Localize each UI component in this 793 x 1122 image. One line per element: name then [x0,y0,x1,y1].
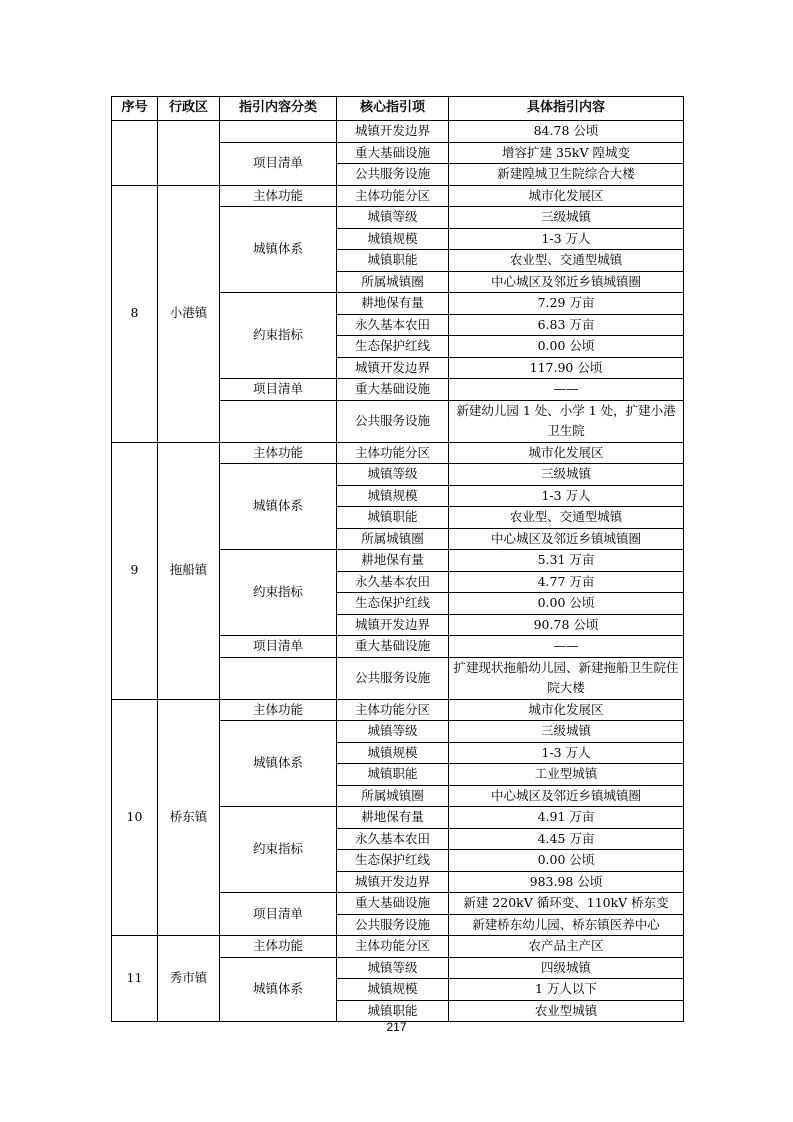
detail-cell: 城市化发展区 [449,699,684,721]
detail-cell: —— [449,379,684,401]
detail-cell: 4.45 万亩 [449,828,684,850]
seq-cell: 11 [112,936,158,1022]
core-item-cell: 所属城镇圈 [337,528,449,550]
detail-cell: 新建隍城卫生院综合大楼 [449,164,684,186]
core-item-cell: 城镇职能 [337,1000,449,1022]
detail-cell: 三级城镇 [449,464,684,486]
category-cell: 城镇体系 [220,464,337,550]
detail-cell: 中心城区及邻近乡镇城镇圈 [449,528,684,550]
detail-cell: 农业型、交通型城镇 [449,250,684,272]
core-item-cell: 生态保护红线 [337,593,449,615]
detail-cell: 0.00 公顷 [449,593,684,615]
core-item-cell: 生态保护红线 [337,850,449,872]
detail-cell: 农业型、交通型城镇 [449,507,684,529]
core-item-cell: 城镇等级 [337,464,449,486]
category-cell-continued [220,121,337,143]
detail-cell: 1-3 万人 [449,742,684,764]
category-cell: 约束指标 [220,293,337,379]
detail-cell: 城市化发展区 [449,185,684,207]
detail-cell: 新建桥东幼儿园、桥东镇医养中心 [449,914,684,936]
header-seq: 序号 [112,97,158,121]
core-item-cell: 城镇等级 [337,207,449,229]
core-item-cell: 重大基础设施 [337,142,449,164]
seq-cell: 8 [112,185,158,442]
core-item-cell: 城镇规模 [337,742,449,764]
core-item-cell: 主体功能分区 [337,185,449,207]
core-item-cell: 重大基础设施 [337,893,449,915]
table-row [112,442,684,464]
detail-cell: 5.31 万亩 [449,550,684,572]
core-item-cell: 主体功能分区 [337,442,449,464]
detail-cell: —— [449,636,684,658]
core-item-cell: 耕地保有量 [337,293,449,315]
detail-cell: 84.78 公顷 [449,121,684,143]
core-item-cell: 城镇规模 [337,979,449,1001]
core-item-cell: 耕地保有量 [337,550,449,572]
category-cell: 城镇体系 [220,721,337,807]
core-item-cell: 公共服务设施 [337,164,449,186]
detail-cell: 城市化发展区 [449,442,684,464]
table-row [112,121,684,143]
detail-cell: 1-3 万人 [449,228,684,250]
core-item-cell: 城镇职能 [337,764,449,786]
category-cell: 主体功能 [220,936,337,958]
seq-cell-continued [112,121,158,186]
category-cell: 项目清单 [220,142,337,185]
detail-cell: 新建 220kV 循环变、110kV 桥东变 [449,893,684,915]
detail-cell: 7.29 万亩 [449,293,684,315]
detail-cell: 中心城区及邻近乡镇城镇圈 [449,271,684,293]
district-cell-continued [158,121,220,186]
detail-cell: 4.77 万亩 [449,571,684,593]
detail-cell: 四级城镇 [449,957,684,979]
category-cell: 城镇体系 [220,957,337,1022]
detail-cell: 1-3 万人 [449,485,684,507]
core-item-cell: 主体功能分区 [337,936,449,958]
table-row [112,936,684,958]
core-item-cell: 主体功能分区 [337,699,449,721]
detail-cell: 117.90 公顷 [449,357,684,379]
detail-cell: 0.00 公顷 [449,850,684,872]
core-item-cell: 重大基础设施 [337,636,449,658]
seq-cell: 9 [112,442,158,699]
district-cell: 小港镇 [158,185,220,442]
detail-cell: 0.00 公顷 [449,336,684,358]
core-item-cell: 永久基本农田 [337,314,449,336]
header-core-item: 核心指引项 [337,97,449,121]
detail-cell: 4.91 万亩 [449,807,684,829]
detail-cell: 农业型城镇 [449,1000,684,1022]
district-cell: 拖船镇 [158,442,220,699]
detail-cell: 新建幼儿园 1 处、小学 1 处，扩建小港卫生院 [449,400,684,442]
detail-cell: 扩建现状拖船幼儿园、新建拖船卫生院住院大楼 [449,657,684,699]
core-item-cell: 城镇开发边界 [337,871,449,893]
detail-cell: 1 万人以下 [449,979,684,1001]
detail-cell: 中心城区及邻近乡镇城镇圈 [449,785,684,807]
detail-cell: 90.78 公顷 [449,614,684,636]
core-item-cell: 城镇等级 [337,721,449,743]
core-item-cell: 城镇规模 [337,228,449,250]
header-category: 指引内容分类 [220,97,337,121]
seq-cell: 10 [112,699,158,936]
detail-cell: 增容扩建 35kV 隍城变 [449,142,684,164]
category-cell: 主体功能 [220,699,337,721]
detail-cell: 工业型城镇 [449,764,684,786]
core-item-cell: 公共服务设施 [337,914,449,936]
core-item-cell: 城镇等级 [337,957,449,979]
core-item-cell: 耕地保有量 [337,807,449,829]
district-cell: 秀市镇 [158,936,220,1022]
detail-cell: 农产品主产区 [449,936,684,958]
core-item-cell: 所属城镇圈 [337,785,449,807]
category-cell: 城镇体系 [220,207,337,293]
core-item-cell: 所属城镇圈 [337,271,449,293]
core-item-cell: 生态保护红线 [337,336,449,358]
table-header-row [112,97,684,121]
category-cell: 主体功能 [220,442,337,464]
district-cell: 桥东镇 [158,699,220,936]
core-item-cell: 城镇开发边界 [337,121,449,143]
core-item-cell: 城镇职能 [337,507,449,529]
core-item-cell: 城镇职能 [337,250,449,272]
core-item-cell: 城镇开发边界 [337,614,449,636]
detail-cell: 983.98 公顷 [449,871,684,893]
detail-cell: 三级城镇 [449,207,684,229]
detail-cell: 6.83 万亩 [449,314,684,336]
core-item-cell: 永久基本农田 [337,828,449,850]
core-item-cell: 公共服务设施 [337,657,449,699]
core-item-cell: 城镇规模 [337,485,449,507]
category-cell: 项目清单 [220,893,337,936]
core-item-cell: 公共服务设施 [337,400,449,442]
category-cell: 项目清单 [220,379,337,401]
detail-cell: 三级城镇 [449,721,684,743]
category-cell: 约束指标 [220,550,337,636]
table-row [112,185,684,207]
header-detail: 具体指引内容 [449,97,684,121]
category-cell: 约束指标 [220,807,337,893]
core-item-cell: 城镇开发边界 [337,357,449,379]
guidance-table [111,96,684,1022]
category-cell: 项目清单 [220,636,337,658]
table-row [112,699,684,721]
core-item-cell: 重大基础设施 [337,379,449,401]
core-item-cell: 永久基本农田 [337,571,449,593]
header-district: 行政区 [158,97,220,121]
category-cell: 主体功能 [220,185,337,207]
page-number: 217 [386,1020,407,1034]
